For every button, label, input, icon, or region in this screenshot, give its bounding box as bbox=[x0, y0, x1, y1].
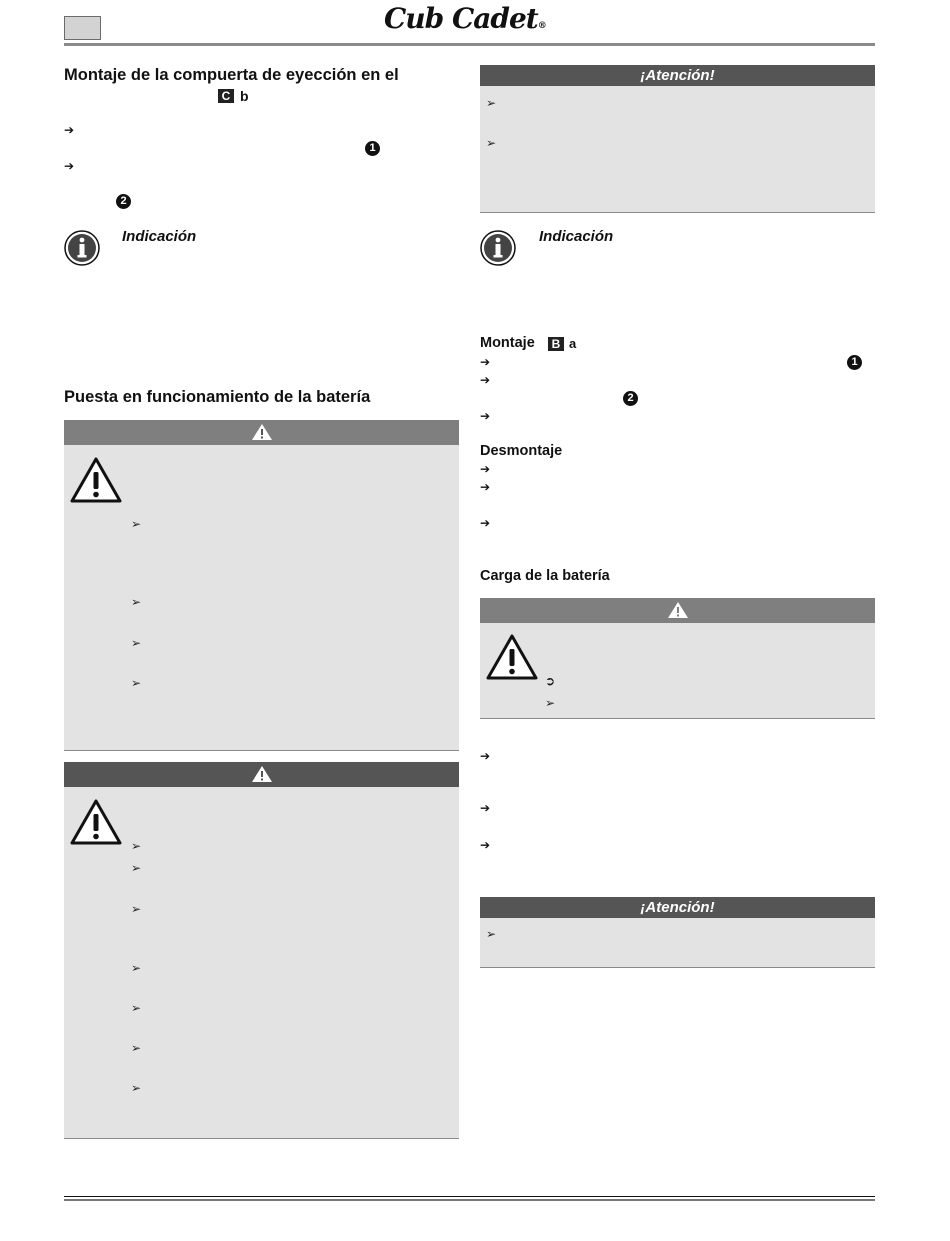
step-marker-1: 1 bbox=[365, 141, 380, 156]
warning-triangle-icon bbox=[485, 633, 539, 681]
warning-triangle-icon bbox=[251, 423, 273, 441]
triangle-bullet-icon: ➢ bbox=[486, 96, 497, 110]
arrow-bullet-icon: ➔ bbox=[64, 159, 75, 173]
warning-header-2 bbox=[64, 762, 459, 787]
arrow-bullet-icon: ➔ bbox=[480, 749, 491, 763]
info-icon bbox=[64, 230, 100, 266]
figure-ref-sub-b: b bbox=[240, 88, 249, 104]
warning-box-1 bbox=[64, 420, 459, 751]
triangle-bullet-icon: ➢ bbox=[486, 136, 497, 150]
info-icon bbox=[480, 230, 516, 266]
attention-header-1: ¡Atención! bbox=[480, 65, 875, 86]
triangle-bullet-icon: ➢ bbox=[131, 1041, 142, 1055]
triangle-bullet-icon: ➢ bbox=[131, 902, 142, 916]
triangle-bullet-icon: ➢ bbox=[131, 839, 142, 853]
info-title-right: Indicación bbox=[539, 228, 614, 245]
info-title: Indicación bbox=[122, 228, 197, 245]
arrow-bullet-icon: ➔ bbox=[480, 801, 491, 815]
brand-logo: Cub Cadet® bbox=[384, 2, 546, 35]
warning-header-1 bbox=[64, 420, 459, 445]
step-marker-2: 2 bbox=[623, 391, 638, 406]
battery-section-title: Puesta en funcionamiento de la batería bbox=[64, 388, 371, 406]
figure-ref-b: B bbox=[548, 337, 564, 351]
triangle-bullet-icon: ➢ bbox=[131, 961, 142, 975]
arrow-bullet-icon: ➔ bbox=[480, 516, 491, 530]
step-marker-1: 1 bbox=[847, 355, 862, 370]
montaje-title: Montaje bbox=[480, 335, 535, 351]
triangle-bullet-icon: ➢ bbox=[486, 927, 497, 941]
arrow-bullet-icon: ➔ bbox=[480, 373, 491, 387]
arrow-bullet-icon: ➔ bbox=[480, 409, 491, 423]
triangle-bullet-icon: ➢ bbox=[131, 1001, 142, 1015]
rotate-arrow-icon: ➲ bbox=[545, 674, 556, 688]
attention-header-2: ¡Atención! bbox=[480, 897, 875, 918]
attention-box-1 bbox=[480, 65, 875, 213]
triangle-bullet-icon: ➢ bbox=[545, 696, 556, 710]
triangle-bullet-icon: ➢ bbox=[131, 636, 142, 650]
page-number-tab bbox=[64, 16, 101, 40]
desmontaje-title: Desmontaje bbox=[480, 443, 563, 459]
warning-triangle-icon bbox=[69, 456, 123, 504]
footer-rule bbox=[64, 1196, 875, 1197]
warning-header-3 bbox=[480, 598, 875, 623]
triangle-bullet-icon: ➢ bbox=[131, 595, 142, 609]
triangle-bullet-icon: ➢ bbox=[131, 517, 142, 531]
figure-ref-c: C bbox=[218, 89, 234, 103]
triangle-bullet-icon: ➢ bbox=[131, 1081, 142, 1095]
ejection-section-title: Montaje de la compuerta de eyección en el bbox=[64, 66, 399, 84]
figure-ref-sub-a: a bbox=[569, 336, 577, 351]
triangle-bullet-icon: ➢ bbox=[131, 676, 142, 690]
arrow-bullet-icon: ➔ bbox=[480, 480, 491, 494]
footer-rule-shadow bbox=[64, 1199, 875, 1201]
arrow-bullet-icon: ➔ bbox=[480, 462, 491, 476]
charge-section-title: Carga de la batería bbox=[480, 568, 610, 584]
warning-triangle-icon bbox=[69, 798, 123, 846]
arrow-bullet-icon: ➔ bbox=[480, 838, 491, 852]
arrow-bullet-icon: ➔ bbox=[480, 355, 491, 369]
warning-box-2 bbox=[64, 762, 459, 1139]
triangle-bullet-icon: ➢ bbox=[131, 861, 142, 875]
step-marker-2: 2 bbox=[116, 194, 131, 209]
warning-triangle-icon bbox=[251, 765, 273, 783]
header-rule bbox=[64, 43, 875, 46]
warning-triangle-icon bbox=[667, 601, 689, 619]
arrow-bullet-icon: ➔ bbox=[64, 123, 75, 137]
